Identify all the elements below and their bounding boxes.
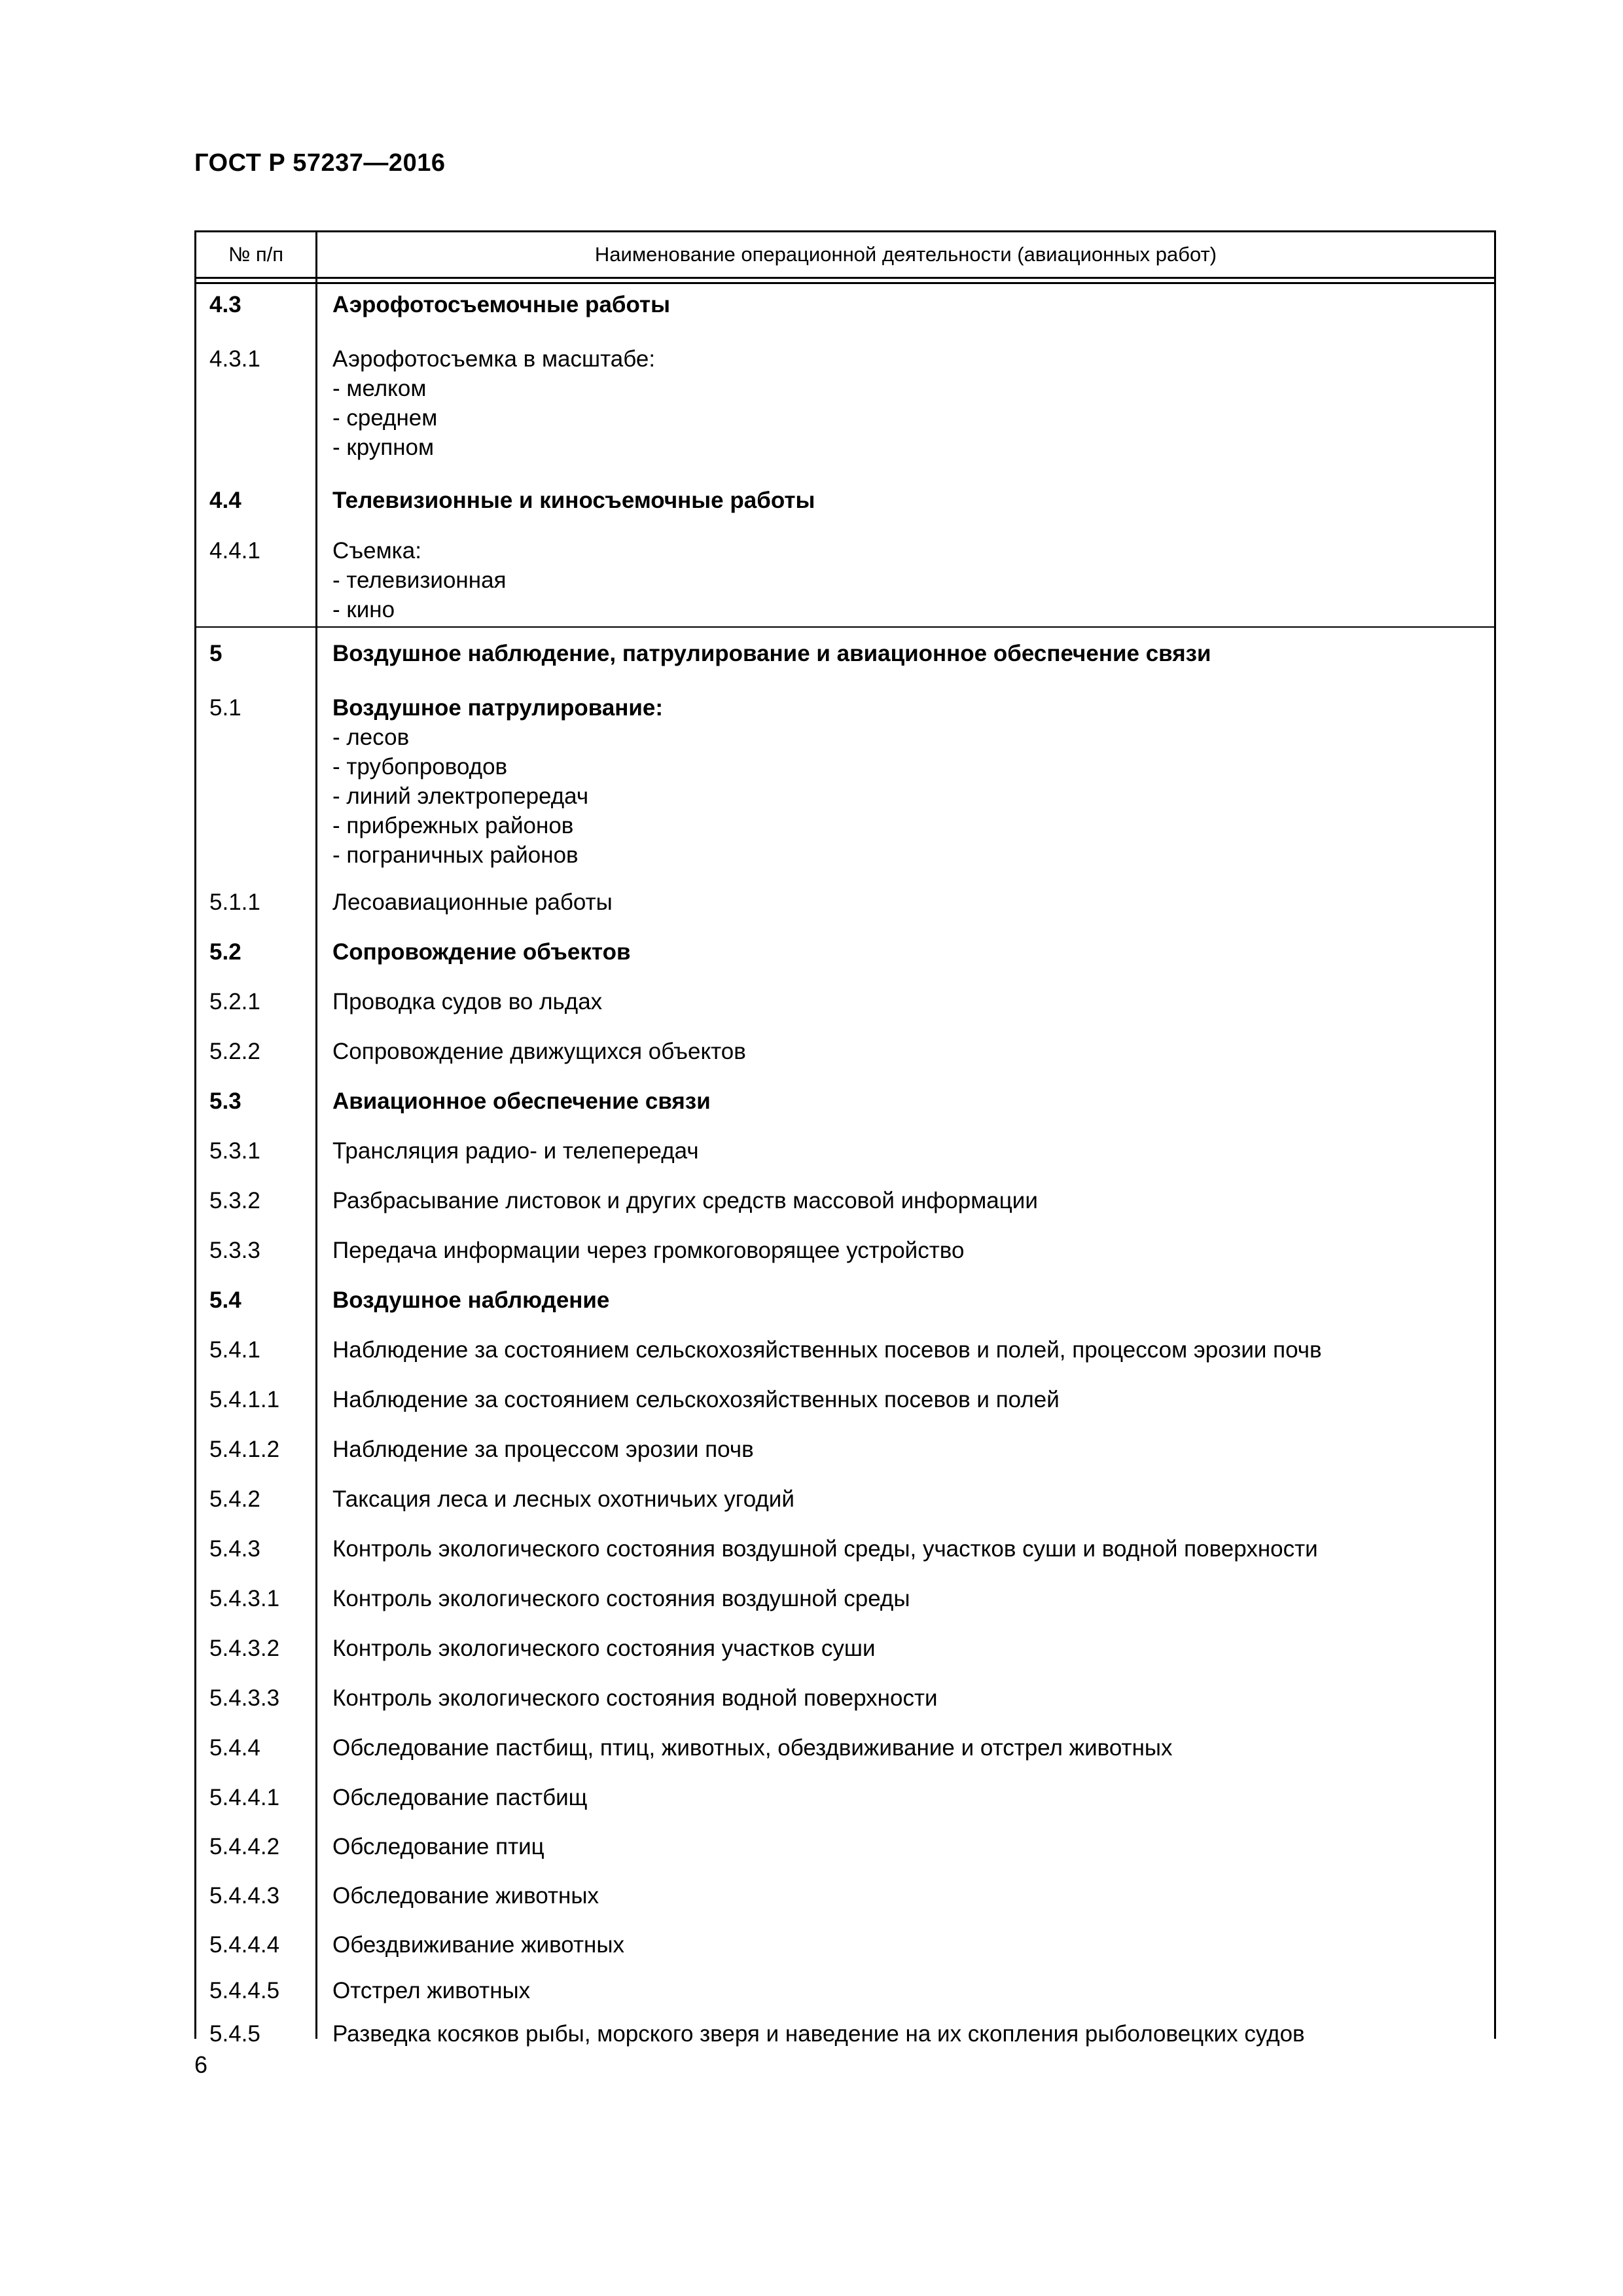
- row-name: [332, 693, 663, 870]
- row-number: 5.4.4.1: [209, 1785, 280, 1810]
- row-number: 5.4.3: [209, 1536, 260, 1562]
- row-name: [332, 1435, 754, 1464]
- row-number: 4.4.1: [209, 538, 260, 564]
- header-name: Наименование операционной деятельности (авиационных работ): [594, 243, 1217, 266]
- row-number: 5.4.4.5: [209, 1978, 280, 2003]
- row-number: 5.4.2: [209, 1486, 260, 1512]
- header-rule-bottom: [196, 282, 1494, 284]
- row-name: [332, 1534, 1318, 1564]
- row-name: [332, 1733, 1173, 1763]
- row-number: 5.2: [209, 939, 241, 965]
- row-name-line: Сопровождение объектов: [332, 939, 631, 965]
- row-number: 5.3.1: [209, 1138, 260, 1164]
- row-name-line: Разведка косяков рыбы, морского зверя и наведение на их скопления рыболовецких судов: [332, 2021, 1305, 2047]
- row-number: 5.4.3.2: [209, 1636, 280, 1661]
- row-number: 4.4: [209, 488, 241, 513]
- row-number: 5.3.2: [209, 1188, 260, 1213]
- row-number: 5.4.3.1: [209, 1586, 280, 1611]
- row-number: 5.1: [209, 695, 241, 721]
- row-name-line: Наблюдение за состоянием сельскохозяйственных посевов и полей: [332, 1387, 1060, 1412]
- row-name: [332, 1881, 599, 1910]
- row-name: [332, 1634, 876, 1663]
- row-number: 5.4.4.3: [209, 1883, 280, 1909]
- row-name-line: Контроль экологического состояния водной поверхности: [332, 1685, 938, 1711]
- row-name: [332, 888, 613, 917]
- row-name-line: Обследование пастбищ, птиц, животных, обездвиживание и отстрел животных: [332, 1735, 1173, 1761]
- row-name-line: Контроль экологического состояния участков суши: [332, 1636, 876, 1661]
- row-name: [332, 1484, 794, 1514]
- row-name-line: Разбрасывание листовок и других средств массовой информации: [332, 1188, 1038, 1213]
- row-name-line: - трубопроводов: [332, 754, 508, 780]
- row-number: 5.4.1: [209, 1337, 260, 1363]
- page-number: 6: [194, 2051, 208, 2078]
- row-name: [332, 1236, 964, 1265]
- row-name: [332, 290, 670, 319]
- row-number: 5.3.3: [209, 1238, 260, 1263]
- section-divider: [196, 626, 1494, 628]
- row-name-line: Обследование птиц: [332, 1834, 544, 1859]
- row-name-line: Контроль экологического состояния воздушной среды: [332, 1586, 910, 1611]
- row-number: 5.3: [209, 1088, 241, 1114]
- row-name: [332, 1832, 544, 1861]
- row-name-line: Передача информации через громкоговорящее устройство: [332, 1238, 965, 1263]
- row-name-line: Проводка судов во льдах: [332, 989, 603, 1014]
- row-number: 5.4.4.2: [209, 1834, 280, 1859]
- row-number: 5.4.5: [209, 2021, 260, 2047]
- row-name-line: - кино: [332, 597, 395, 622]
- row-name: [332, 1976, 530, 2005]
- row-name: [332, 639, 1211, 668]
- row-name-line: Сопровождение движущихся объектов: [332, 1039, 746, 1064]
- row-name-line: Наблюдение за процессом эрозии почв: [332, 1437, 754, 1462]
- row-number: 4.3.1: [209, 346, 260, 372]
- row-name-line: - пограничных районов: [332, 842, 579, 868]
- row-number: 5.4.4: [209, 1735, 260, 1761]
- row-name-line: Обездвиживание животных: [332, 1932, 624, 1958]
- table-header: [196, 232, 1494, 277]
- row-name: [332, 1783, 587, 1812]
- row-name-line: - прибрежных районов: [332, 813, 574, 838]
- header-number: № п/п: [228, 243, 284, 266]
- row-name-line: Лесоавиационные работы: [332, 889, 613, 915]
- row-name-line: Аэрофотосъемочные работы: [332, 292, 671, 317]
- row-name: [332, 1683, 938, 1713]
- row-name-line: - крупном: [332, 435, 435, 460]
- row-name-line: - линий электропередач: [332, 783, 589, 809]
- row-number: 5.1.1: [209, 889, 260, 915]
- row-name: [332, 1037, 746, 1066]
- row-name: [332, 486, 815, 515]
- row-name-line: Таксация леса и лесных охотничьих угодий: [332, 1486, 794, 1512]
- row-name: [332, 1335, 1322, 1365]
- row-number: 5.4.1.1: [209, 1387, 280, 1412]
- row-name: [332, 937, 630, 967]
- row-name: [332, 1285, 609, 1315]
- row-name-line: - среднем: [332, 405, 438, 431]
- row-number: 5.4.1.2: [209, 1437, 280, 1462]
- row-number: 4.3: [209, 292, 241, 317]
- row-name-line: - лесов: [332, 725, 410, 750]
- row-number: 5.2.2: [209, 1039, 260, 1064]
- row-number: 5.2.1: [209, 989, 260, 1014]
- row-name: [332, 1136, 699, 1166]
- row-name-line: Воздушное наблюдение: [332, 1287, 610, 1313]
- row-name: [332, 344, 655, 462]
- row-name-line: Наблюдение за состоянием сельскохозяйственных посевов и полей, процессом эрозии почв: [332, 1337, 1322, 1363]
- row-name-line: Контроль экологического состояния воздушной среды, участков суши и водной поверхности: [332, 1536, 1318, 1562]
- document-code: ГОСТ Р 57237—2016: [194, 149, 446, 177]
- row-name-line: Отстрел животных: [332, 1978, 531, 2003]
- row-name-line: Воздушное патрулирование:: [332, 695, 664, 721]
- row-number: 5.4.4.4: [209, 1932, 280, 1958]
- row-name: [332, 1086, 711, 1116]
- row-number: 5.4.3.3: [209, 1685, 280, 1711]
- row-number: 5: [209, 641, 223, 666]
- row-name-line: Обследование животных: [332, 1883, 599, 1909]
- operations-table: [194, 230, 1496, 2047]
- row-name: [332, 1584, 910, 1613]
- header-rule-top: [196, 277, 1494, 279]
- row-name: [332, 987, 602, 1016]
- row-name-line: Авиационное обеспечение связи: [332, 1088, 711, 1114]
- row-name: [332, 1930, 624, 1960]
- row-name-line: Обследование пастбищ: [332, 1785, 588, 1810]
- column-divider: [315, 232, 317, 2039]
- row-name-line: - телевизионная: [332, 567, 507, 593]
- row-name: [332, 536, 507, 624]
- row-number: 5.4: [209, 1287, 241, 1313]
- row-name-line: Трансляция радио- и телепередач: [332, 1138, 699, 1164]
- row-name: [332, 2019, 1305, 2049]
- row-name: [332, 1385, 1060, 1414]
- row-name-line: Съемка:: [332, 538, 421, 564]
- row-name-line: Воздушное наблюдение, патрулирование и авиационное обеспечение связи: [332, 641, 1211, 666]
- row-name: [332, 1186, 1038, 1215]
- row-name-line: Аэрофотосъемка в масштабе:: [332, 346, 656, 372]
- row-name-line: - мелком: [332, 376, 427, 401]
- row-name-line: Телевизионные и киносъемочные работы: [332, 488, 815, 513]
